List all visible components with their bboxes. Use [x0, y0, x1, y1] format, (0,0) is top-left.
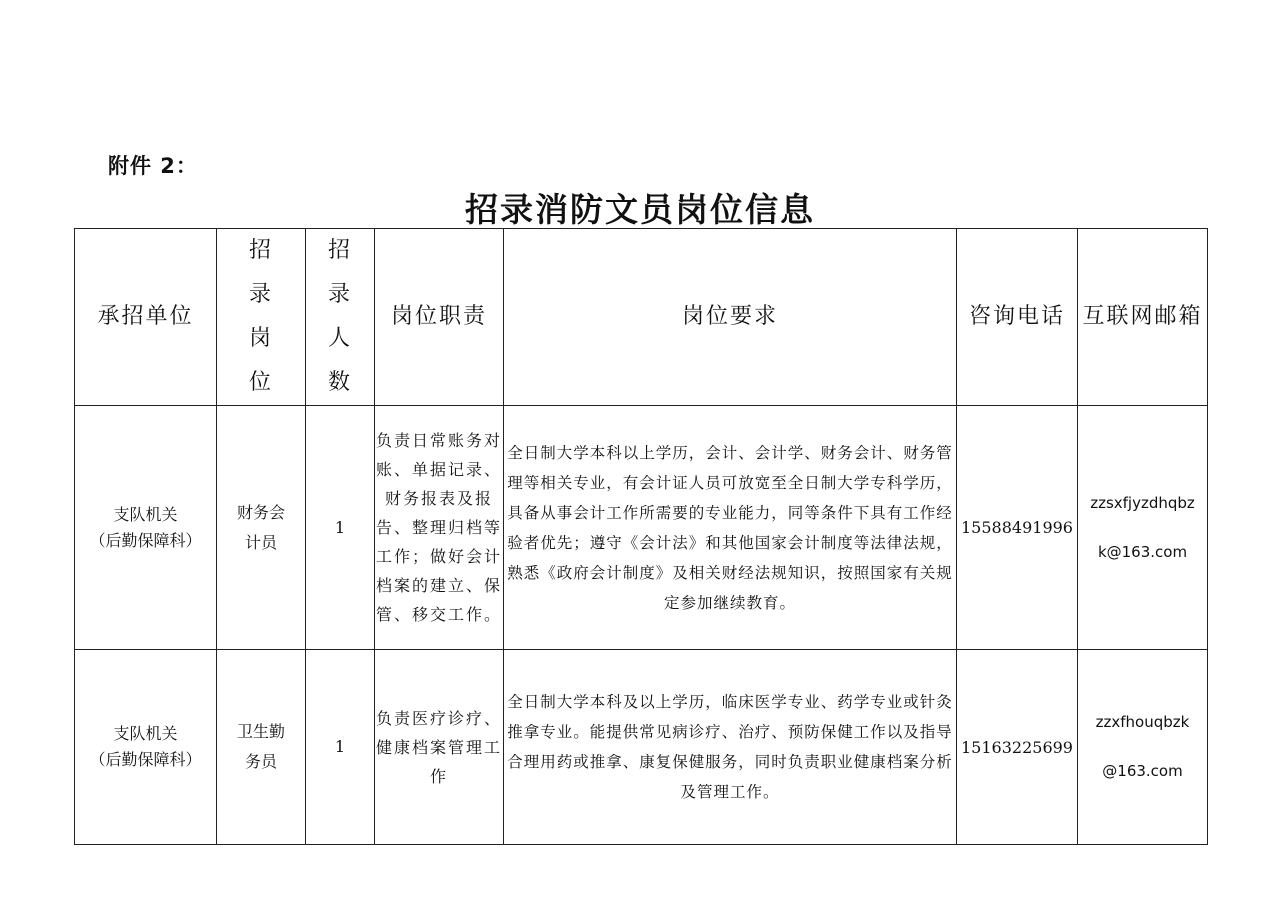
- header-unit: 承招单位: [75, 229, 217, 406]
- document-title: 招录消防文员岗位信息: [465, 190, 815, 229]
- header-duty: 岗位职责: [375, 229, 504, 406]
- count-cell: 1: [306, 406, 375, 650]
- post-cell: 财务会计员: [217, 406, 306, 650]
- phone-cell: 15588491996: [957, 406, 1078, 650]
- header-requirement: 岗位要求: [504, 229, 957, 406]
- unit-cell: 支队机关 （后勤保障科）: [75, 650, 217, 845]
- phone-cell: 15163225699: [957, 650, 1078, 845]
- header-count: 招录人数: [306, 229, 375, 406]
- attachment-label: 附件 2：: [108, 154, 198, 178]
- table-header-row: [75, 229, 1208, 406]
- count-cell: 1: [306, 650, 375, 845]
- header-email: 互联网邮箱: [1078, 229, 1208, 406]
- position-info-table: [74, 228, 1208, 845]
- table-row: [75, 406, 1208, 650]
- email-cell: zzsxfjyzdhqbz k@163.com: [1078, 406, 1208, 650]
- header-post: 招录岗位: [217, 229, 306, 406]
- unit-cell: 支队机关 （后勤保障科）: [75, 406, 217, 650]
- email-cell: zzxfhouqbzk @163.com: [1078, 650, 1208, 845]
- table-row: [75, 650, 1208, 845]
- requirement-cell: 全日制大学本科及以上学历，临床医学专业、药学专业或针灸推拿专业。能提供常见病诊疗、治疗、预防保健工作以及指导合理用药或推拿、康复保健服务，同时负责职业健康档案分析及管理工作。: [504, 650, 957, 845]
- post-cell: 卫生勤务员: [217, 650, 306, 845]
- duty-cell: 负责医疗诊疗、健康档案管理工作: [375, 650, 504, 845]
- header-phone: 咨询电话: [957, 229, 1078, 406]
- requirement-cell: 全日制大学本科以上学历，会计、会计学、财务会计、财务管理等相关专业，有会计证人员可放宽至全日制大学专科学历，具备从事会计工作所需要的专业能力，同等条件下具有工作经验者优先；遵守《会计法》和其他国家会计制度等法律法规，熟悉《政府会计制度》及相关财经法规知识，按照国家有关规定参加继续教育。: [504, 406, 957, 650]
- duty-cell: 负责日常账务对账、单据记录、财务报表及报告、整理归档等工作；做好会计档案的建立、保管、移交工作。: [375, 406, 504, 650]
